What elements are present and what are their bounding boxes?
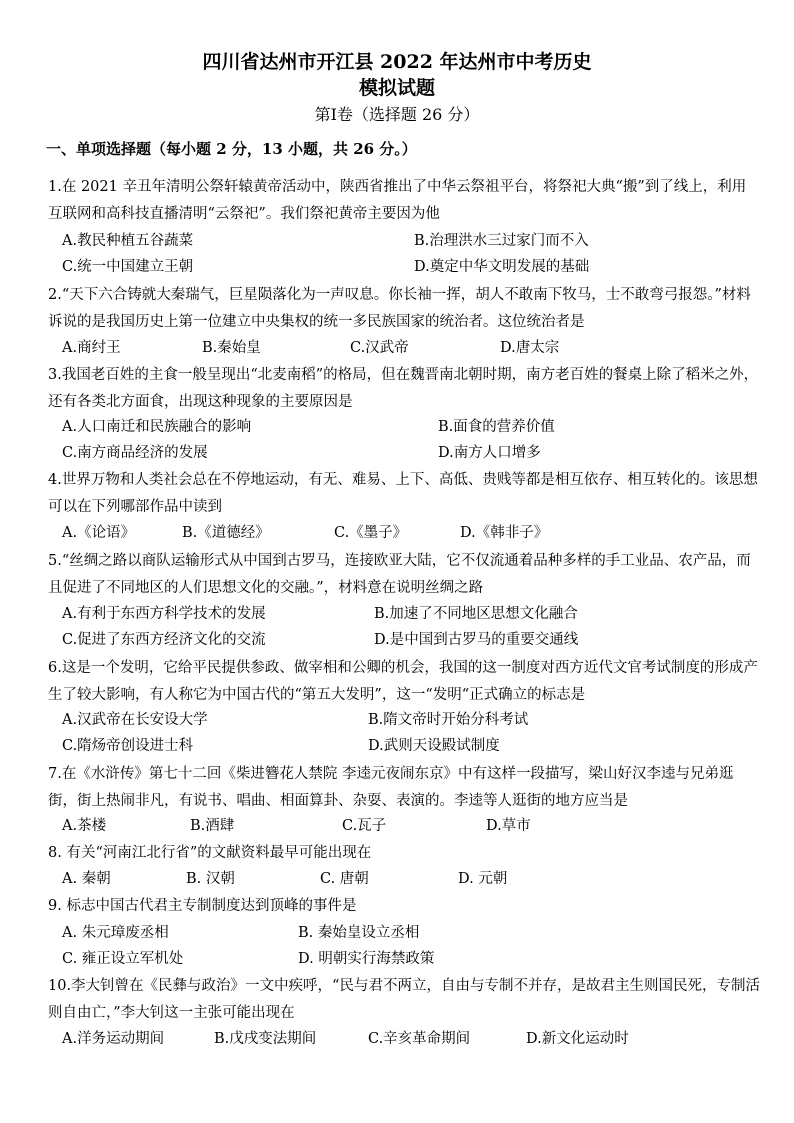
question-8-options <box>62 866 762 892</box>
question-6-stem: 6.这是一个发明，它给平民提供参政、做宰相和公卿的机会，我国的这一制度对西方近代文官考试制度的形成产生了较大影响，有人称它为中国古代的“第五大发明”，这一“发明“正式确立的标志是 <box>48 660 758 703</box>
exam-title-line2: 模拟试题 <box>358 77 435 99</box>
q5-option-b: B.加速了不同地区思想文化融合 <box>374 606 578 622</box>
question-3-options-row1 <box>62 414 762 440</box>
question-9-stem: 9. 标志中国古代君主专制制度达到顶峰的事件是 <box>48 898 357 914</box>
question-6-options-row2 <box>62 733 762 759</box>
q8-option-c: C. 唐朝 <box>320 871 369 887</box>
question-2-stem: 2.“天下六合铸就大秦瑞气，巨星陨落化为一声叹息。你长袖一挥，胡人不敢南下牧马，士不敢弯弓报怨。”材料诉说的是我国历史上第一位建立中央集权的统一多民族国家的统治者。这位统治者是 <box>48 287 751 330</box>
question-9-options-row1 <box>62 920 762 946</box>
question-1-options-row2 <box>62 254 762 280</box>
q9-option-a: A. 朱元璋废丞相 <box>62 925 169 941</box>
q4-option-a: A.《论语》 <box>62 525 136 541</box>
question-9-options-row2 <box>62 946 762 972</box>
q4-option-d: D.《韩非子》 <box>460 525 549 541</box>
question-7-stem: 7.在《水浒传》第七十二回《柴进簪花人禁院 李逵元夜闹东京》中有这样一段描写，梁山好汉李逵与兄弟逛街，街上热闹非凡，有说书、唱曲、相面算卦、杂耍、表演的。李逵等人逛街的地方应当是 <box>48 766 734 809</box>
q10-option-b: B.戊戌变法期间 <box>214 1031 317 1047</box>
q5-option-c: C.促进了东西方经济文化的交流 <box>62 632 266 648</box>
q6-option-a: A.汉武帝在长安设大学 <box>62 712 208 728</box>
q6-option-d: D.武则天设殿试制度 <box>368 738 500 754</box>
question-1-stem: 1.在 2021 辛丑年清明公祭轩辕黄帝活动中，陕西省推出了中华云祭祖平台，将祭祀大典“搬”到了线上，利用互联网和高科技直播清明“云祭祀”。我们祭祀黄帝主要因为他 <box>48 179 747 222</box>
section-heading: 一、单项选择题（每小题 2 分，13 小题，共 26 分。） <box>46 140 417 158</box>
q7-option-b: B.酒肆 <box>190 818 235 834</box>
q9-option-d: D. 明朝实行海禁政策 <box>298 951 435 967</box>
q9-option-c: C. 雍正设立军机处 <box>62 951 184 967</box>
q4-option-b: B.《道德经》 <box>182 525 270 541</box>
q6-option-b: B.隋文帝时开始分科考试 <box>368 712 529 728</box>
question-6-options-row1 <box>62 707 762 733</box>
q8-option-d: D. 元朝 <box>458 871 508 887</box>
question-10-stem: 10.李大钊曾在《民彝与政治》一文中疾呼，“民与君不两立，自由与专制不并存，是故君主生则国民死，专制活则自由亡，”李大钊这一主张可能出现在 <box>48 978 760 1021</box>
q9-option-b: B. 秦始皇设立丞相 <box>298 925 420 941</box>
q1-option-d: D.奠定中华文明发展的基础 <box>414 259 590 275</box>
question-2-options <box>62 335 762 361</box>
q1-option-b: B.治理洪水三过家门而不入 <box>414 233 589 249</box>
q3-option-c: C.南方商品经济的发展 <box>62 445 208 461</box>
q7-option-a: A.茶楼 <box>62 818 107 834</box>
q7-option-d: D.草市 <box>486 818 531 834</box>
question-5-options-row1 <box>62 601 762 627</box>
q10-option-a: A.洋务运动期间 <box>62 1031 165 1047</box>
q5-option-d: D.是中国到古罗马的重要交通线 <box>374 632 579 648</box>
question-3-options-row2 <box>62 440 762 466</box>
q5-option-a: A.有利于东西方科学技术的发展 <box>62 606 266 622</box>
q4-option-c: C.《墨子》 <box>334 525 408 541</box>
q1-option-a: A.教民种植五谷蔬菜 <box>62 233 194 249</box>
q8-option-a: A. 秦朝 <box>62 871 111 887</box>
question-3-stem: 3.我国老百姓的主食一般呈现出“北麦南稻”的格局，但在魏晋南北朝时期，南方老百姓的餐桌上除了稻米之外，还有各类北方面食，出现这种现象的主要原因是 <box>48 367 759 410</box>
q3-option-b: B.面食的营养价值 <box>438 419 555 435</box>
q2-option-c: C.汉武帝 <box>350 340 409 356</box>
question-7-options <box>62 813 762 839</box>
question-8-stem: 8. 有关“河南江北行省”的文献资料最早可能出现在 <box>48 845 372 861</box>
q2-option-a: A.商纣王 <box>62 340 121 356</box>
question-5-stem: 5.“丝绸之路以商队运输形式从中国到古罗马，连接欧亚大陆，它不仅流通着品种多样的手工业品、农产品，而且促进了不同地区的人们思想文化的交融。”，材料意在说明丝绸之路 <box>48 553 751 596</box>
q2-option-d: D.唐太宗 <box>500 340 560 356</box>
question-1-options-row1 <box>62 228 762 254</box>
question-5-options-row2 <box>62 627 762 653</box>
q2-option-b: B.秦始皇 <box>202 340 261 356</box>
exam-title-line1: 四川省达州市开江县 2022 年达州市中考历史 <box>202 51 592 73</box>
q10-option-d: D.新文化运动时 <box>526 1031 629 1047</box>
q7-option-c: C.瓦子 <box>342 818 387 834</box>
q10-option-c: C.辛亥革命期间 <box>368 1031 471 1047</box>
question-10-options <box>62 1026 762 1052</box>
exam-subtitle: 第Ⅰ卷（选择题 26 分） <box>314 105 480 124</box>
q3-option-a: A.人口南迁和民族融合的影响 <box>62 419 252 435</box>
q6-option-c: C.隋炀帝创设进士科 <box>62 738 194 754</box>
q1-option-c: C.统一中国建立王朝 <box>62 259 194 275</box>
question-4-options <box>62 520 762 546</box>
q8-option-b: B. 汉朝 <box>186 871 235 887</box>
q3-option-d: D.南方人口增多 <box>438 445 541 461</box>
question-4-stem: 4.世界万物和人类社会总在不停地运动，有无、难易、上下、高低、贵贱等都是相互依存、相互转化的。该思想可以在下列哪部作品中读到 <box>48 472 758 515</box>
